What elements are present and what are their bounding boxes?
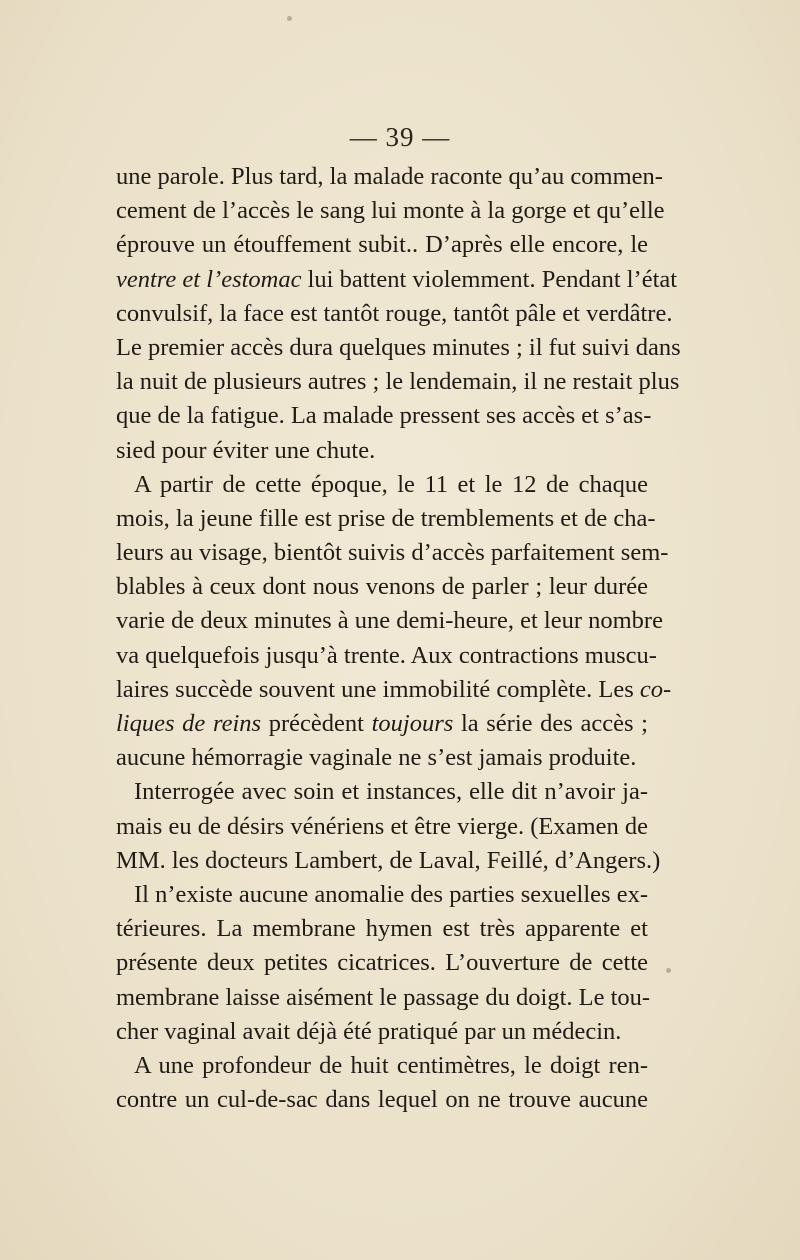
text-line (116, 946, 648, 980)
text-line (116, 228, 648, 262)
text-fragment: une parole. Plus tard, la malade raconte qu’au commen- (116, 163, 663, 190)
text-fragment: Interrogée avec soin et instances, elle dit n’avoir ja- (134, 778, 648, 806)
text-fragment: laires succède souvent une immobilité complète. Les (116, 675, 640, 703)
text-fragment: présente deux petites cicatrices. L’ouverture de cette (116, 949, 648, 977)
text-fragment: sied pour éviter une chute. (116, 436, 376, 464)
text-fragment: la nuit de plusieurs autres ; le lendemain, il ne restait plus (116, 368, 680, 396)
text-line (116, 981, 651, 1015)
text-line (116, 331, 681, 365)
text-fragment: que de la fatigue. La malade pressent ses accès et s’as- (116, 402, 652, 430)
text-line (116, 263, 678, 297)
text-fragment: leurs au visage, bientôt suivis d’accès parfaitement sem- (116, 539, 669, 567)
text-fragment: cement de l’accès le sang lui monte à la gorge et qu’elle (116, 197, 665, 225)
text-line (116, 194, 665, 228)
text-fragment: toujours (371, 710, 454, 737)
text-fragment: va quelquefois jusqu’à trente. Aux contractions muscu- (116, 641, 657, 669)
text-line (116, 775, 648, 809)
text-line (116, 878, 648, 912)
text-fragment: A partir de cette époque, le 11 et le 12 de chaque (134, 470, 648, 498)
text-line (116, 673, 672, 707)
text-line (116, 844, 661, 878)
text-line (116, 399, 652, 433)
paper-speck (287, 16, 292, 21)
text-line (116, 639, 657, 673)
text-fragment: varie de deux minutes à une demi-heure, et leur nombre (116, 607, 663, 635)
text-fragment: ventre et l’estomac (116, 265, 302, 293)
text-fragment: contre un cul-de-sac dans lequel on ne trouve aucune (116, 1086, 648, 1114)
paper-speck (666, 968, 671, 973)
text-fragment: A une profondeur de huit centimètres, le doigt ren- (134, 1051, 648, 1079)
text-fragment: précèdent (261, 710, 372, 737)
text-line (116, 468, 648, 502)
text-fragment: éprouve un étouffement subit.. D’après elle encore, le (116, 231, 648, 259)
text-line (116, 1015, 648, 1049)
text-line (116, 502, 656, 536)
text-line (116, 1083, 648, 1117)
text-fragment: Il n’existe aucune anomalie des parties sexuelles ex- (134, 880, 648, 908)
text-line (116, 160, 663, 194)
text-fragment: convulsif, la face est tantôt rouge, tantôt pâle et verdâtre. (116, 299, 673, 327)
text-fragment: lui battent violemment. Pendant l’état (301, 265, 678, 293)
text-fragment: membrane laisse aisément le passage du doigt. Le tou- (116, 983, 651, 1011)
text-line (116, 741, 648, 775)
text-fragment: mois, la jeune fille est prise de tremblements et de cha- (116, 504, 656, 532)
text-fragment: liques de reins (116, 710, 262, 737)
text-fragment: la série des accès ; (453, 710, 648, 737)
text-line (116, 365, 680, 399)
text-fragment: Le premier accès dura quelques minutes ; il fut suivi dans (116, 333, 681, 361)
text-fragment: co- (639, 675, 672, 703)
text-line (116, 536, 669, 570)
text-line (116, 707, 648, 741)
text-fragment: mais eu de désirs vénériens et être vierge. (Examen de (116, 812, 648, 840)
text-line (116, 810, 648, 844)
text-fragment: térieures. La membrane hymen est très apparente et (116, 915, 648, 943)
text-fragment: cher vaginal avait déjà été pratiqué par un médecin. (116, 1017, 622, 1045)
text-fragment: MM. les docteurs Lambert, de Laval, Feillé, d’Angers.) (116, 846, 661, 874)
text-line (116, 570, 648, 604)
text-fragment: aucune hémorragie vaginale ne s’est jamais produite. (116, 744, 637, 772)
text-line (116, 434, 648, 468)
text-line (116, 1049, 648, 1083)
text-fragment: blables à ceux dont nous venons de parler ; leur durée (116, 573, 648, 601)
text-line (116, 297, 673, 331)
page-number: — 39 — (349, 122, 451, 152)
text-line (116, 912, 648, 946)
text-line (116, 604, 663, 638)
body-text (116, 160, 681, 1117)
